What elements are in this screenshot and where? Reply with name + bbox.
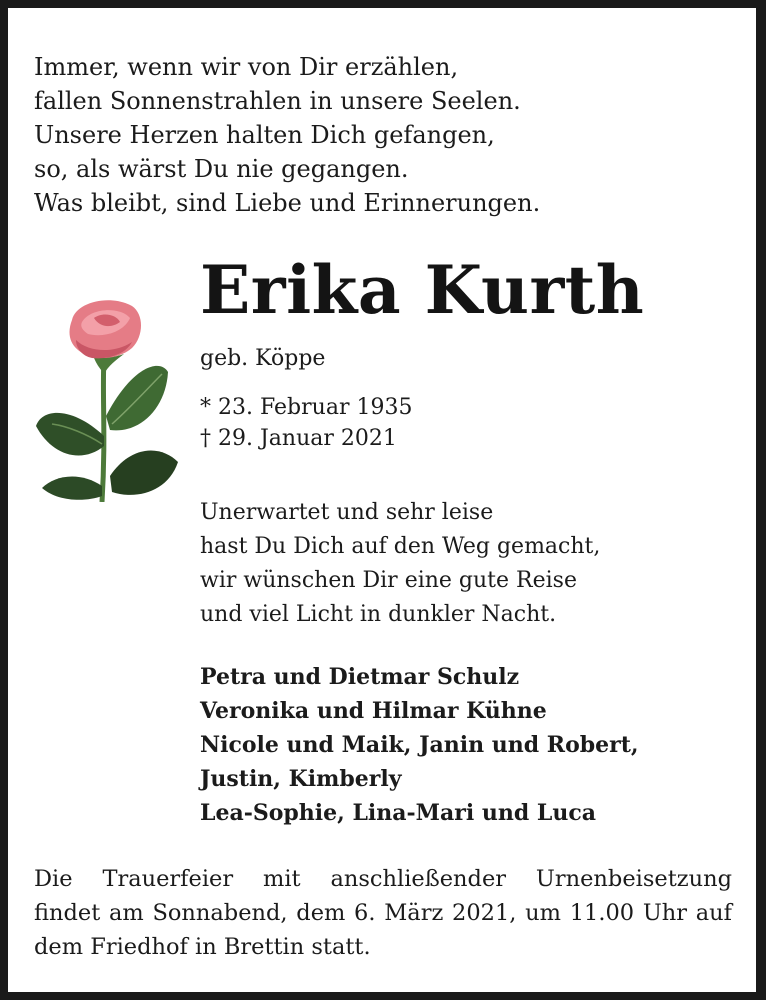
poem-line: Unsere Herzen halten Dich gefangen, (34, 121, 495, 149)
poem-line: und viel Licht in dunkler Nacht. (200, 602, 557, 627)
mourner-line: Lea-Sophie, Lina-Mari und Luca (200, 800, 597, 826)
opening-poem (34, 50, 540, 220)
funeral-info-line: findet am Sonnabend, dem 6. März 2021, um 11.00 Uhr auf (34, 900, 732, 926)
mourner-line: Veronika und Hilmar Kühne (200, 698, 547, 724)
death-date: † 29. Januar 2021 (200, 426, 397, 451)
poem-line: so, als wärst Du nie gegangen. (34, 155, 409, 183)
mourners-list (200, 660, 639, 830)
mourner-line: Justin, Kimberly (200, 766, 402, 792)
mourner-line: Nicole und Maik, Janin und Robert, (200, 732, 639, 758)
birth-date: * 23. Februar 1935 (200, 395, 413, 420)
birth-name: geb. Köppe (200, 346, 326, 371)
mourner-line: Petra und Dietmar Schulz (200, 664, 520, 690)
rose-icon (32, 296, 178, 502)
poem-line: Unerwartet und sehr leise (200, 500, 494, 525)
poem-line: Immer, wenn wir von Dir erzählen, (34, 53, 459, 81)
funeral-info-line: Die Trauerfeier mit anschließender Urnenbeisetzung (34, 866, 732, 892)
poem-line: hast Du Dich auf den Weg gemacht, (200, 534, 601, 559)
obituary-notice (8, 8, 756, 992)
poem-line: wir wünschen Dir eine gute Reise (200, 568, 577, 593)
deceased-name: Erika Kurth (200, 251, 645, 329)
funeral-info-line: dem Friedhof in Brettin statt. (34, 934, 371, 960)
poem-line: Was bleibt, sind Liebe und Erinnerungen. (34, 189, 541, 217)
life-dates (200, 392, 412, 454)
funeral-info (34, 862, 732, 964)
poem-line: fallen Sonnenstrahlen in unsere Seelen. (34, 87, 521, 115)
farewell-poem (200, 496, 600, 632)
